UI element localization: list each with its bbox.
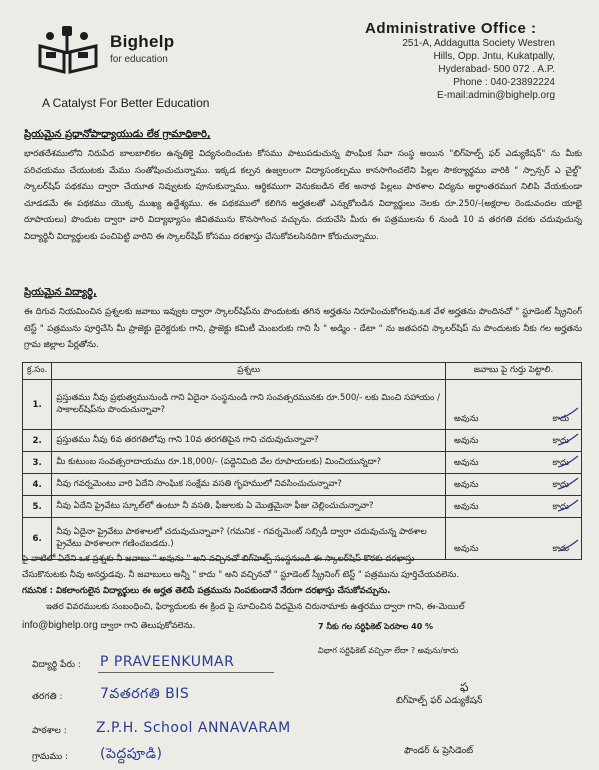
no-option[interactable]: కాదు: [552, 414, 569, 424]
address-line: Hyderabad- 500 072 . A.P.: [438, 64, 555, 75]
village-value[interactable]: (పెద్దపూడి): [100, 746, 163, 762]
intro-paragraph: భారతదేశములోని నిరుపేద బాలబాలికల ఉన్నతికై విద్యనందించుట కోసము పాటుపడుచున్న పొంఘిక సేవా సంస్థ అయిన "బిగ్‌హెల్ప్ ఫర్ ఎడ్యుకేషన్" ను మీకు పరిచయము చేయుటకు మేము సంతోషించుచున్నాము. ఇక్కడ కల్పన ఉజ్వలంగా విద్యాసంకల్పము కానసాగించలేని పిల్లల సౌకర్యార్థము వారికి " స్పాన్సర్ ఎ చైల్డ్" స్కాలర్‌షిప్ పథకము ద్వారా చేయూత నివ్వుటకు పూనుకున్నాము. ఆర్థికముగా వెనుకబడిన లేక అనాథ పిల్లలు పాఠశాల విద్యను అర్థాంతరముగ నిలిపి వేయకుండా చూడడమే ఈ పథకము యొక్క ముఖ్య ఉద్దేశ్యము. ఈ పథకములో కలిగిన అర్హతలతో ఎన్నుకోబడిన విద్యార్థులు నెలకు రూ.250/-(అక్షరాల రెండువందల యాభై రూపాయలు) పొందుట ద్వారా వారి విద్యాభ్యాసం జీవితమును కొనసాగించ వచ్చును. దయచేసి మీరు ఈ పత్రములను 6 నుండి 10 వ తరగతి వరకు చదువుచున్న విద్యార్థినీ విద్యార్థులకు పంచిపెట్టి వారిని ఈ స్కాలర్‌షిప్ కోసము దరఖాస్తు చేసుకోవలసినదిగా కోరుచున్నాము.: [24, 149, 582, 242]
tick-mark-icon: [557, 499, 579, 513]
answer-cell[interactable]: [446, 452, 582, 474]
row-question: నీవు ఏదేని ప్రైవేటు స్కూల్‌లో ఉంటూ నీ వసతి, ఫీజులకు ఏ మొత్తమైనా ఫీజు చెల్లించుచున్నావా?: [52, 496, 446, 518]
row-number: 1.: [23, 380, 52, 430]
footer-line: పై వాటిలో ఏదేని ఒక ప్రశ్నకు నీ జవాబు " అవును " అని వచ్చినచో బిగ్‌హెల్ప్ సంస్థనుండి ఈ స్కాలర్‌షిప్ కొరకు దరఖాస్తు: [22, 554, 415, 564]
signature-title: ఫౌండర్ & ప్రెసిడెంట్: [404, 746, 474, 756]
table-row: [23, 474, 582, 496]
col-answer-header: జవాబు పై గుర్తు పెట్టాలి.: [446, 363, 582, 380]
footer-contact: [22, 620, 195, 633]
phone-line: Phone : 040-23892224: [453, 77, 555, 88]
greeting-headmaster: ప్రియమైన ప్రధానోపాధ్యాయుడు లేక గ్రామాధికారి,: [24, 129, 211, 140]
col-question-header: ప్రశ్నలు: [52, 363, 446, 380]
certificate-question: విభాగ సర్టిఫికెట్ వచ్చినా లేదా ? అవును/కాదు: [318, 646, 459, 655]
name-value[interactable]: P PRAVEENKUMAR: [100, 654, 235, 670]
no-option[interactable]: కాదు: [552, 544, 569, 554]
brand-subtitle: for education: [110, 54, 168, 65]
tick-mark-icon: [557, 455, 579, 469]
answer-cell[interactable]: [446, 496, 582, 518]
contact-email[interactable]: info@bighelp.org: [22, 620, 98, 631]
row-number: 6.: [23, 518, 52, 560]
signature-mark: ఫ: [460, 680, 469, 694]
footer-line: ఇతర వివరములకు సంబంధించి, ఫిర్యాదులకు ఈ క్రింద పై సూచించిన విధమైన చిరునామాకు ఉత్తరము ద్వారా గాని, ఈ-మెయిల్: [46, 602, 465, 612]
address-line: Hills, Opp. Jntu, Kukatpally,: [433, 51, 555, 62]
contact-suffix: ద్వారా గాని తెలుపుకోవలెను.: [100, 621, 196, 631]
letterhead: [12, 0, 587, 128]
footer-note: గమనిక : వికలాంగులైన విద్యార్థులు ఈ అర్హత తెలిపే పత్రమును నింపకుండానే నేరుగా దరఖాస్తు చేసుకోవచ్చును.: [22, 586, 391, 596]
student-paragraph: ఈ దిగువ నియమించిన ప్రశ్నలకు జవాబు ఇవ్వుట ద్వారా స్కాలర్‌షిప్‌ను పొందుటకు తగిన అర్హతను నిరూపించుకోగలవు.ఒక వేళ అర్హతను పొందినచో " స్టూడెంట్ స్క్రీనింగ్ టెస్ట్ " పత్రమును పూర్తిచేసి మీ ప్రాజెక్టు డైరెక్టరుకు గాని, ప్రాజెక్టు కమిటీ మెంబరుకు గాని సీ " అడ్మిం - డేటా " ను జతపరచి స్కాలర్‌షిప్ ను పొందుటకు నీకు గల అర్హతను గ్రామ జిల్లాల పేర్లతోను.: [24, 307, 582, 350]
yes-option[interactable]: అవును: [454, 414, 479, 424]
no-option[interactable]: కాదు: [552, 502, 569, 512]
answer-cell[interactable]: [446, 430, 582, 452]
table-row: [23, 430, 582, 452]
yes-option[interactable]: అవును: [454, 480, 479, 490]
village-label: గ్రామము :: [32, 752, 69, 762]
tick-mark-icon: [557, 407, 579, 421]
school-value[interactable]: Z.P.H. School ANNAVARAM: [96, 720, 291, 736]
signature-org: బిగ్‌హెల్ప్ ఫర్ ఎడ్యుకేషన్: [396, 696, 483, 706]
row-question: నీవు గవర్నమెంటు వారి ఏదేని సాంఘిక సంక్షేమ వసతి గృహములో నివసించుచున్నావా?: [52, 474, 446, 496]
footer-line: చేసుకొనుటకు నీవు అనర్హుడవు. నీ జవాబులు అన్నీ " కాదు " అని వచ్చినచో " స్టూడెంట్ స్క్రీనింగ్ టెస్ట్ " పత్రమును పూర్తిచేయవలెను.: [22, 570, 460, 580]
row-number: 3.: [23, 452, 52, 474]
eligibility-table: [22, 362, 582, 560]
table-header-row: [23, 363, 582, 380]
name-label: విద్యార్థి పేరు :: [32, 660, 81, 670]
class-label: తరగతి :: [32, 692, 63, 702]
row-question: మీ కుటుంబ సంవత్సరాదాయము రూ.18,000/- (పద్దెనిమిది వేల రూపాయలకు) మించియున్నదా?: [52, 452, 446, 474]
no-option[interactable]: కాదు: [552, 458, 569, 468]
certificate-note: 7 నీకు గల సర్టిఫికెట్ పెరసాల 40 %: [318, 622, 434, 631]
school-label: పాఠశాల :: [32, 726, 67, 736]
tick-mark-icon: [557, 539, 579, 553]
yes-option[interactable]: అవును: [454, 544, 479, 554]
answer-cell[interactable]: [446, 380, 582, 430]
answer-cell[interactable]: [446, 474, 582, 496]
no-option[interactable]: కాదు: [552, 480, 569, 490]
brand: [110, 32, 174, 65]
tagline: A Catalyst For Better Education: [42, 96, 210, 110]
row-number: 4.: [23, 474, 52, 496]
email-line: E-mail:admin@bighelp.org: [437, 90, 555, 101]
office-title: Administrative Office :: [365, 20, 537, 37]
address-line: 251-A, Addagutta Society Westren: [402, 38, 555, 49]
row-question: నీవు ఏదైనా ప్రైవేటు పాఠశాలలో చదువుచున్నావా? (గమనిక - గవర్నమెంట్ సబ్సిడీ ద్వారా చదువుచున్న పాఠశాల ప్రైవేటు పాఠశాలగా గణించబడదు.): [52, 518, 446, 560]
tick-mark-icon: [557, 477, 579, 491]
col-no-header: క్ర.సం.: [23, 363, 52, 380]
tick-mark-icon: [557, 433, 579, 447]
table-row: [23, 496, 582, 518]
name-underline: [98, 672, 274, 673]
row-number: 5.: [23, 496, 52, 518]
brand-name: Bighelp: [110, 32, 175, 51]
row-question: ప్రస్తుతము నీవు ప్రభుత్వమునుండి గాని ఏదైనా సంస్థనుండి గాని సంవత్సరమునకు రూ.500/- లకు మించి సహాయం / సాకాలర్‌షిప్‌ను పొందుచున్నావా?: [52, 380, 446, 430]
no-option[interactable]: కాదు: [552, 436, 569, 446]
yes-option[interactable]: అవును: [454, 502, 479, 512]
office-address: [365, 20, 555, 102]
table-row: [23, 380, 582, 430]
yes-option[interactable]: అవును: [454, 458, 479, 468]
class-value[interactable]: 7వతరగతి BIS: [100, 686, 190, 702]
row-question: ప్రస్తుతము నీవు 6వ తరగతిలోపు గాని 10వ తరగతిపైన గాని చదువుచున్నావా?: [52, 430, 446, 452]
yes-option[interactable]: అవును: [454, 436, 479, 446]
row-number: 2.: [23, 430, 52, 452]
bighelp-logo-icon: [36, 24, 100, 76]
greeting-student: ప్రియమైన విద్యార్థి,: [24, 287, 97, 298]
table-row: [23, 452, 582, 474]
